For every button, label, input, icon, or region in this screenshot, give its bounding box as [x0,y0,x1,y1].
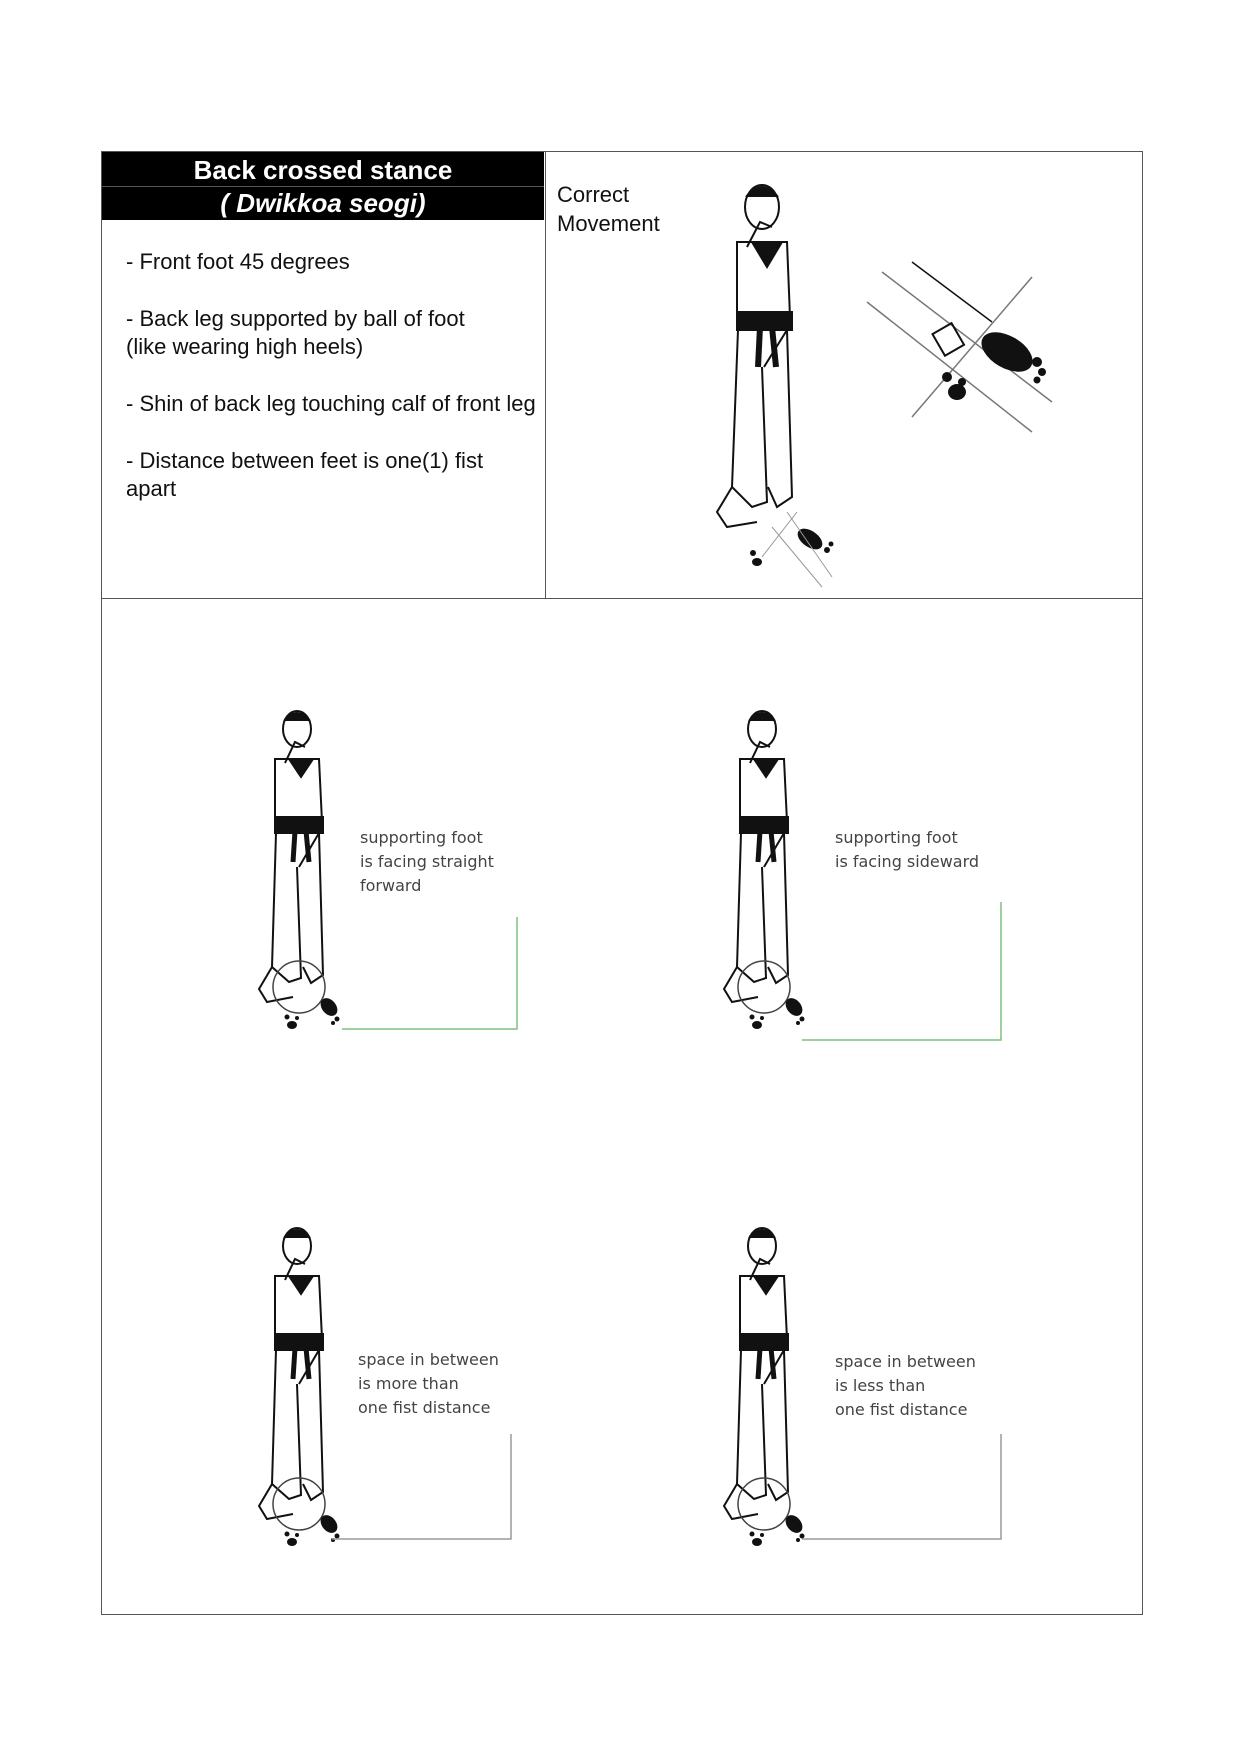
row-divider [102,598,1142,599]
mistake-caption-less-than-fist: space in between is less than one fist distance [835,1352,976,1419]
mistake-caption-more-than-fist: space in between is more than one fist distance [358,1350,499,1417]
title-banner [102,152,544,220]
mistake-caption-sideward: supporting foot is facing sideward [835,828,980,871]
key-point-back-leg: - Back leg supported by ball of foot (like wearing high heels) [126,306,465,359]
column-divider [545,152,546,598]
stance-title: Back crossed stance [102,154,544,187]
key-point-front-foot: - Front foot 45 degrees [126,249,350,274]
foot-placement-diagram [862,262,1062,437]
key-point-distance: - Distance between feet is one(1) fist apart [126,448,484,501]
stance-korean-name: ( Dwikkoa seogi) [220,188,426,218]
mistake-caption-straight: supporting foot is facing straight forward [360,828,494,895]
correct-movement-label: Correct Movement [557,182,660,236]
stance-sheet [101,151,1143,1615]
correct-stance-figure [692,167,852,587]
leader-line-less-than-fist [802,1434,1012,1554]
leader-line-sideward [802,902,1012,1042]
key-point-shin: - Shin of back leg touching calf of front leg [126,391,536,416]
leader-line-straight [342,917,542,1047]
leader-line-more-than-fist [332,1434,532,1554]
key-points-list [126,248,536,532]
